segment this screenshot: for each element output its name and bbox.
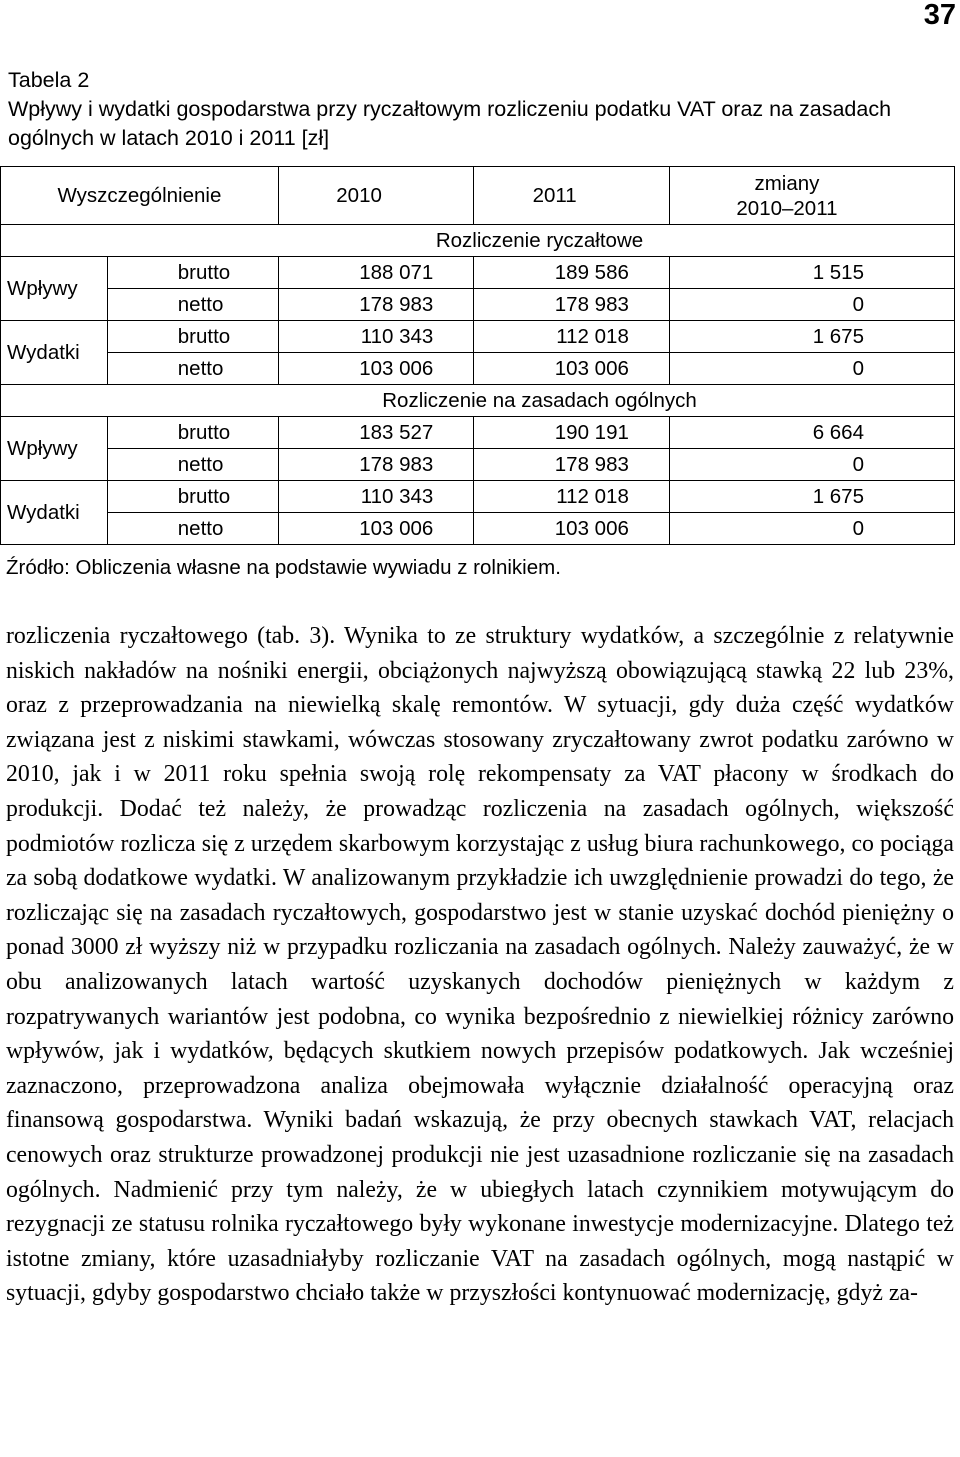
cell-2010: 103 006 xyxy=(278,353,474,385)
group-label: Wpływy xyxy=(1,417,108,481)
data-table xyxy=(0,166,955,545)
cell-2010: 103 006 xyxy=(278,513,474,545)
row-type: netto xyxy=(107,353,278,385)
section-row xyxy=(1,385,955,417)
cell-2011: 112 018 xyxy=(474,321,670,353)
cell-2010: 178 983 xyxy=(278,289,474,321)
cell-2011: 190 191 xyxy=(474,417,670,449)
cell-2010: 110 343 xyxy=(278,481,474,513)
body-paragraph: rozliczenia ryczałtowego (tab. 3). Wynika to ze struktury wydatków, a szczególnie z relatywnie niskich nakładów na nośniki energii, obciążonych najwyższą obowiązującą stawką 22 lub 23%, oraz z przeprowadzania na niewielką skalę remontów. W sytuacji, gdy duża część wydatków związana jest z niskimi stawkami, wówczas stosowany zryczałtowany zwrot podatku zarówno w 2010, jak i w 2011 roku spełnia swoją rolę rekompensaty za VAT płacony w środkach do produkcji. Dodać też należy, że prowadząc rozliczenia na zasadach ogólnych, większość podmiotów rozlicza się z urzędem skarbowym korzystając z usług biura rachunkowego, co pociąga za sobą dodatkowe wydatki. W analizowanym przykładzie ich uwzględnienie prowadzi do tego, że rozliczając się na zasadach ryczałtowych, gospodarstwo jest w stanie uzyskać dochód pieniężny o ponad 3000 zł wyższy niż w przypadku rozliczania na zasadach ogólnych. Należy zauważyć, że w obu analizowanych latach wartość uzyskanych dochodów pieniężnych w każdym z rozpatrywanych wariantów jest podobna, co wynika bezpośrednio z niewielkiej różnicy zarówno wpływów, jak i wydatków, będących skutkiem nowych przepisów podatkowych. Jak wcześniej zaznaczono, przeprowadzona analiza obejmowała wyłącznie działalność operacyjną oraz finansową gospodarstwa. Wyniki badań wskazują, że przy obecnych stawkach VAT, relacjach cenowych oraz strukturze prowadzonej produkcji nie jest uzasadnione rozliczanie się na zasadach ogólnych. Nadmienić przy tym należy, że w ubiegłych latach czynnikiem motywującym do rezygnacji ze statusu rolnika ryczałtowego były wykonane inwestycje modernizacyjne. Dlatego też istotne zmiany, które uzasadniałyby rozliczanie VAT na zasadach ogólnych, mogą nastąpić w sytuacji, gdyby gospodarstwo chciało także w przyszłości kontynuować modernizację, gdyż za- xyxy=(6,623,954,1307)
row-type: brutto xyxy=(107,321,278,353)
cell-change: 1 675 xyxy=(669,481,954,513)
header-change xyxy=(669,167,954,225)
cell-2011: 178 983 xyxy=(474,449,670,481)
cell-2011: 189 586 xyxy=(474,257,670,289)
group-label: Wpływy xyxy=(1,257,108,321)
group-label: Wydatki xyxy=(1,321,108,385)
cell-2011: 112 018 xyxy=(474,481,670,513)
table-row xyxy=(1,449,955,481)
cell-change: 0 xyxy=(669,353,954,385)
table-caption xyxy=(8,66,954,153)
table-title: Wpływy i wydatki gospodarstwa przy ryczałtowym rozliczeniu podatku VAT oraz na zasadach ogólnych w latach 2010 i 2011 [zł] xyxy=(8,97,892,150)
row-type: brutto xyxy=(107,481,278,513)
cell-2011: 103 006 xyxy=(474,353,670,385)
cell-2010: 183 527 xyxy=(278,417,474,449)
table-row xyxy=(1,321,955,353)
row-type: netto xyxy=(107,289,278,321)
section-title: Rozliczenie na zasadach ogólnych xyxy=(1,385,955,417)
cell-2011: 103 006 xyxy=(474,513,670,545)
header-item: Wyszczególnienie xyxy=(1,167,279,225)
page-number: 37 xyxy=(923,0,956,31)
table-label: Tabela 2 xyxy=(8,68,90,92)
cell-change: 1 515 xyxy=(669,257,954,289)
section-row xyxy=(1,225,955,257)
header-change-line1: zmiany xyxy=(754,171,820,195)
section-title: Rozliczenie ryczałtowe xyxy=(1,225,955,257)
table-row xyxy=(1,289,955,321)
table-source-note: Źródło: Obliczenia własne na podstawie wywiadu z rolnikiem. xyxy=(6,556,561,579)
row-type: netto xyxy=(107,449,278,481)
cell-2010: 188 071 xyxy=(278,257,474,289)
cell-change: 0 xyxy=(669,449,954,481)
group-label: Wydatki xyxy=(1,481,108,545)
table-row xyxy=(1,513,955,545)
row-type: brutto xyxy=(107,417,278,449)
table-row xyxy=(1,257,955,289)
cell-2010: 178 983 xyxy=(278,449,474,481)
row-type: netto xyxy=(107,513,278,545)
table-row xyxy=(1,481,955,513)
cell-change: 6 664 xyxy=(669,417,954,449)
cell-2011: 178 983 xyxy=(474,289,670,321)
cell-change: 0 xyxy=(669,289,954,321)
row-type: brutto xyxy=(107,257,278,289)
header-2010: 2010 xyxy=(278,167,474,225)
header-change-line2: 2010–2011 xyxy=(736,196,838,220)
header-2011: 2011 xyxy=(474,167,670,225)
table-row xyxy=(1,353,955,385)
cell-change: 0 xyxy=(669,513,954,545)
table-row xyxy=(1,417,955,449)
cell-2010: 110 343 xyxy=(278,321,474,353)
table-header-row xyxy=(1,167,955,225)
cell-change: 1 675 xyxy=(669,321,954,353)
